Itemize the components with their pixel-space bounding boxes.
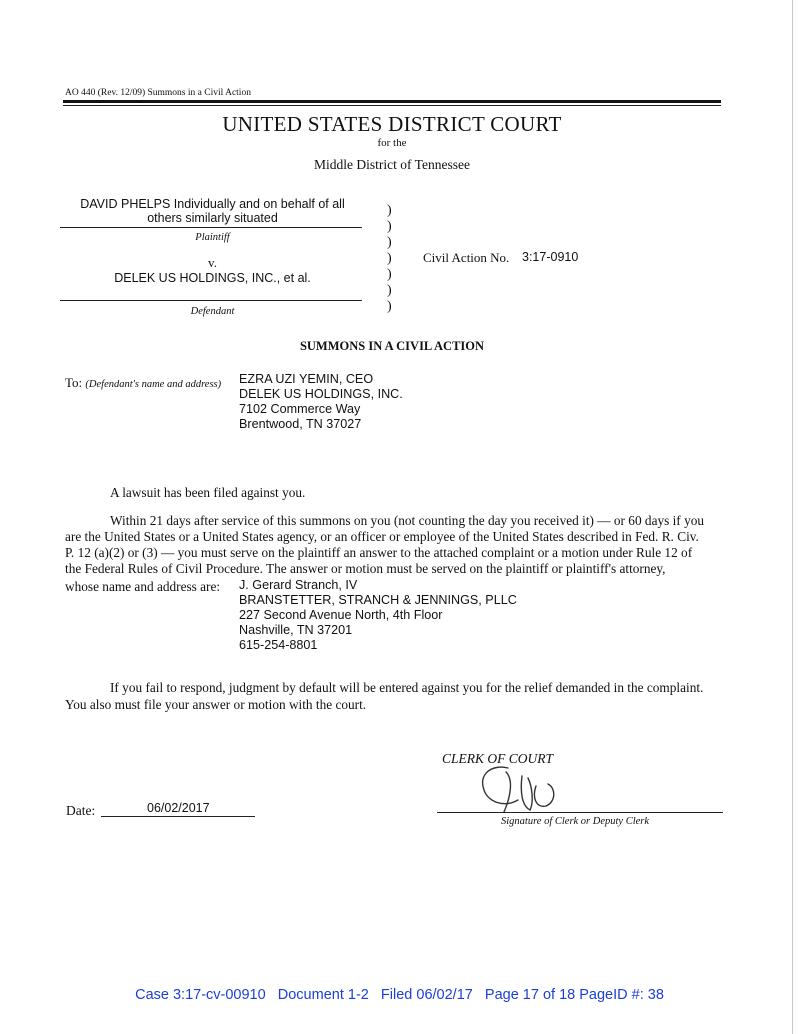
plaintiff-label: Plaintiff: [195, 232, 230, 243]
caption-paren: ): [387, 299, 392, 314]
default-warning-line2: You also must file your answer or motion with the court.: [65, 697, 367, 712]
attorney-line: J. Gerard Stranch, IV: [239, 578, 358, 592]
address-line: EZRA UZI YEMIN, CEO: [239, 372, 374, 386]
header-rule-thin: [63, 105, 721, 106]
signature-rule: [437, 812, 723, 813]
caption-paren: ): [387, 283, 392, 298]
response-paragraph: [65, 513, 715, 577]
court-for: for the: [377, 137, 407, 149]
address-line: Brentwood, TN 37027: [239, 417, 362, 431]
paragraph-line: Within 21 days after service of this summons on you (not counting the day you received it) — or 60 days if you: [110, 513, 705, 528]
plaintiff-name-line1: DAVID PHELPS Individually and on behalf of all: [80, 197, 345, 211]
address-line: DELEK US HOLDINGS, INC.: [239, 387, 403, 401]
attorney-line: Nashville, TN 37201: [239, 623, 353, 637]
clerk-of-court-title: CLERK OF COURT: [442, 751, 554, 766]
to-label-text: To:: [65, 375, 83, 390]
address-line: 7102 Commerce Way: [239, 402, 361, 416]
paragraph-line: P. 12 (a)(2) or (3) — you must serve on the plaintiff an answer to the attached complaint or a motion under Rule 12 of: [65, 545, 693, 560]
caption-paren: ): [387, 267, 392, 282]
civil-action-label: Civil Action No.: [423, 250, 510, 265]
versus: v.: [208, 255, 217, 270]
caption-paren: ): [387, 251, 392, 266]
plaintiff-name-line2: others similarly situated: [147, 211, 278, 225]
date-value: 06/02/2017: [147, 801, 210, 815]
attorney-address: [239, 578, 517, 653]
case-footer: Case 3:17-cv-00910 Document 1-2 Filed 06/02/17 Page 17 of 18 PageID #: 38: [135, 987, 664, 1003]
date-label: Date:: [66, 803, 96, 818]
date-rule: [101, 816, 255, 817]
caption-paren: ): [387, 235, 392, 250]
defendant-label: Defendant: [190, 306, 235, 317]
header-rule-thick: [63, 100, 721, 103]
defendant-name: DELEK US HOLDINGS, INC., et al.: [114, 271, 311, 285]
paragraph-line: the Federal Rules of Civil Procedure. The answer or motion must be served on the plaintiff or plaintiff's attorney,: [65, 561, 666, 576]
caption-paren: ): [387, 203, 392, 218]
paragraph-line: are the United States or a United States agency, or an officer or employee of the United States described in Fed. R. Civ.: [65, 529, 699, 544]
clerk-signature: [470, 762, 580, 822]
civil-action-number: 3:17-0910: [522, 250, 579, 264]
to-sublabel: (Defendant's name and address): [85, 379, 222, 390]
court-district: Middle District of Tennessee: [314, 157, 470, 172]
default-warning-line1: If you fail to respond, judgment by default will be entered against you for the relief demanded in the complaint.: [110, 680, 704, 695]
scan-edge-line: [792, 0, 793, 1034]
defendant-address: [239, 372, 403, 432]
plaintiff-rule: [60, 227, 362, 228]
signature-label: Signature of Clerk or Deputy Clerk: [501, 816, 650, 827]
attorney-line: 615-254-8801: [239, 638, 318, 652]
form-id: AO 440 (Rev. 12/09) Summons in a Civil Action: [65, 88, 251, 98]
attorney-label: whose name and address are:: [65, 579, 221, 594]
attorney-line: 227 Second Avenue North, 4th Floor: [239, 608, 443, 622]
caption-paren: ): [387, 219, 392, 234]
to-label: [65, 375, 221, 391]
court-title: UNITED STATES DISTRICT COURT: [222, 112, 562, 136]
summons-title: SUMMONS IN A CIVIL ACTION: [299, 339, 485, 353]
defendant-rule: [60, 300, 362, 301]
attorney-line: BRANSTETTER, STRANCH & JENNINGS, PLLC: [239, 593, 517, 607]
lawsuit-filed-text: A lawsuit has been filed against you.: [110, 485, 306, 500]
